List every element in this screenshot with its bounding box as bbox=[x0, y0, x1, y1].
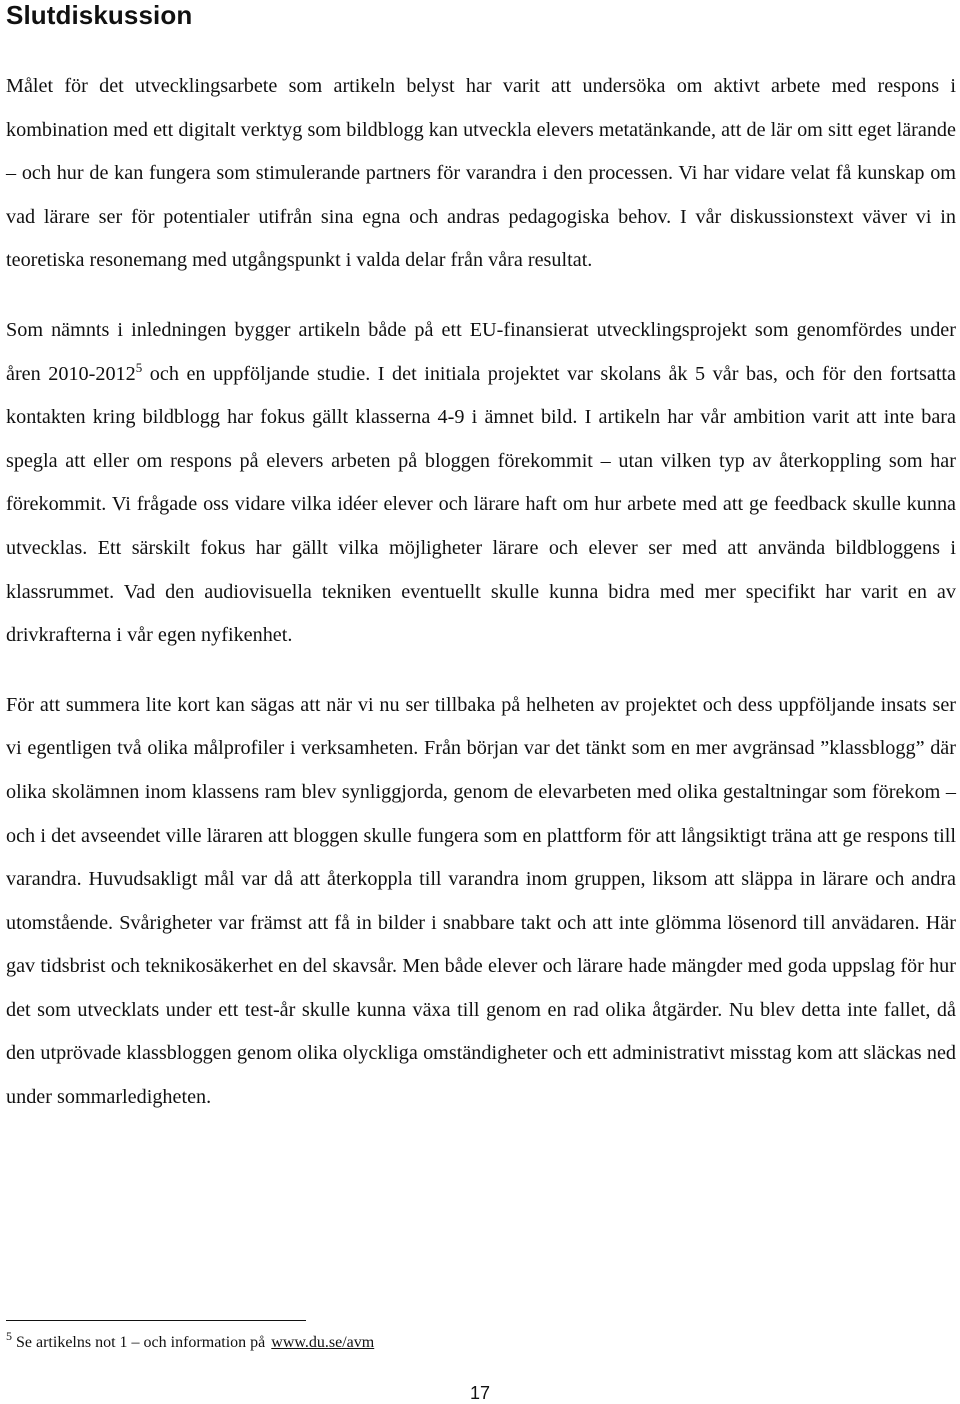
section-heading: Slutdiskussion bbox=[6, 0, 193, 30]
footnote-link[interactable]: www.du.se/avm bbox=[271, 1334, 375, 1351]
paragraph-2-text-start: Som nämnts i inledningen bygger artikeln både på ett EU-finansierat utvecklingsprojekt som genomfördes under åren 2010-2012 bbox=[6, 318, 956, 385]
paragraph-3: För att summera lite kort kan sägas att när vi nu ser tillbaka på helheten av projektet och dess uppföljande insats ser vi egentligen två olika målprofiler i verksamheten. Från början var det tänkt som en mer avgränsad ”klassblogg” där olika skolämnen inom klassens ram blev synliggjorda, genom de elevarbeten med olika gestaltningar som förekom – och i det avseendet ville läraren att bloggen skulle fungera som en plattform för att långsiktigt träna att ge respons till varandra. Huvudsakligt mål var då att återkoppla till varandra inom gruppen, liksom att släppa in lärare och andra utomstående. Svårigheter var främst att få in bilder i snabbare takt och att inte glömma lösenord till anvädaren. Här gav tidsbrist och teknikosäkerhet en del skavsår. Men både elever och lärare hade mängder med goda uppslag för hur det som utvecklats under ett test-år skulle kunna växa till genom en rad olika åtgärder. Nu blev detta inte fallet, då den utprövade klassbloggen genom olika olyckliga omständigheter och ett administrativt misstag kom att släckas ned under sommarledigheten. bbox=[6, 693, 956, 1109]
page-number: 17 bbox=[469, 1383, 491, 1403]
footnote-divider bbox=[6, 1320, 306, 1321]
footnote bbox=[6, 1330, 374, 1356]
paragraph-2-text-end: och en uppföljande studie. I det initiala projektet var skolans åk 5 vår bas, och för den fortsatta kontakten kring bildblogg har fokus gällt klasserna 4-9 i ämnet bild. I artikeln har vår ambition varit att inte bara spegla att eller om respons på elevers arbeten på bloggen förekommit – utan vilken typ av återkoppling som har förekommit. Vi frågade oss vidare vilka idéer elever och lärare haft om hur arbete med att ge feedback skulle kunna utvecklas. Ett särskilt fokus har gällt vilka möjligheter lärare och elever ser med att använda bildbloggens i klassrummet. Vad den audiovisuella tekniken eventuellt skulle kunna bidra med mer specifikt har varit en av drivkrafterna i vår egen nyfikenhet. bbox=[6, 362, 956, 647]
footnote-text: Se artikelns not 1 – och information på bbox=[16, 1334, 266, 1351]
paragraph-1: Målet för det utvecklingsarbete som artikeln belyst har varit att undersöka om aktivt arbete med respons i kombination med ett digitalt verktyg som bildblogg kan utveckla elevers metatänkande, att de lär om sitt eget lärande – och hur de kan fungera som stimulerande partners för varandra i den processen. Vi har vidare velat få kunskap om vad lärare ser för potentialer utifrån sina egna och andras pedagogiska behov. I vår diskussionstext väver vi in teoretiska resonemang med utgångspunkt i valda delar från våra resultat. bbox=[6, 75, 956, 272]
footnote-mark: 5 bbox=[6, 1329, 12, 1343]
paragraph-2 bbox=[6, 309, 956, 658]
body-text bbox=[6, 65, 956, 1120]
footnote-reference: 5 bbox=[135, 359, 143, 375]
